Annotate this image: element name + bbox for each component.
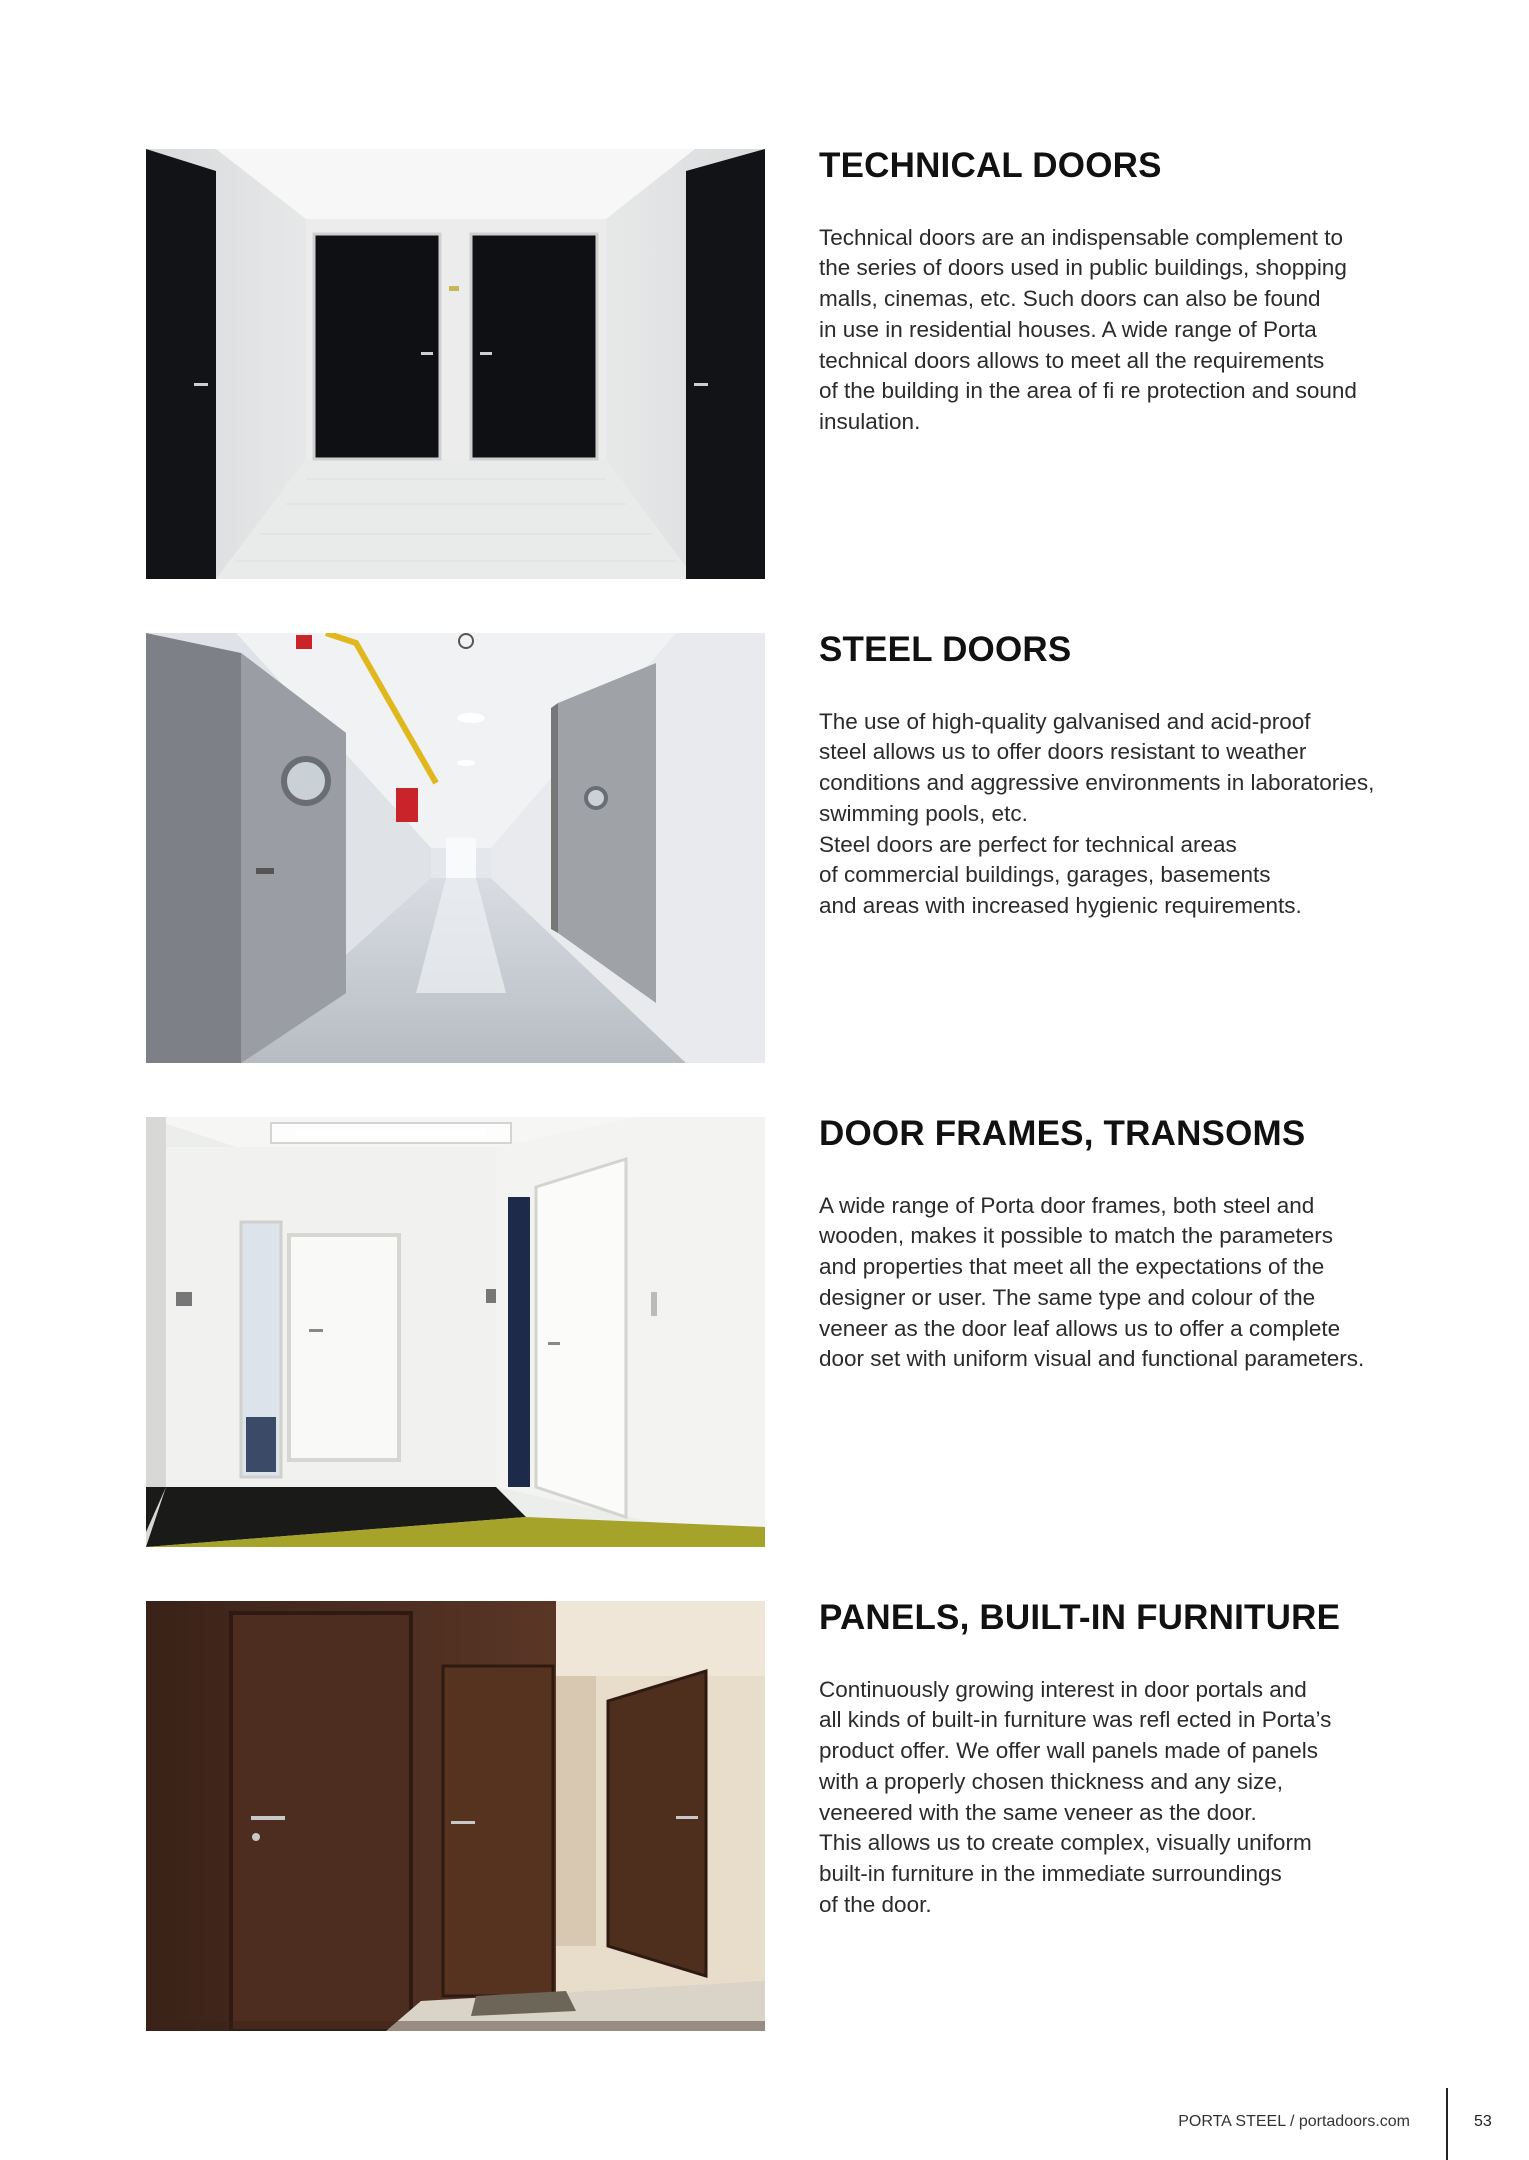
body-line: built-in furniture in the immediate surroundings xyxy=(819,1861,1282,1887)
footer-divider xyxy=(1446,2088,1448,2160)
body-line: all kinds of built-in furniture was refl ected in Porta’s xyxy=(819,1707,1332,1733)
body-line: with a properly chosen thickness and any size, xyxy=(819,1768,1283,1794)
section-title: TECHNICAL DOORS xyxy=(819,146,1162,185)
photo-door-frames xyxy=(146,1117,765,1547)
photo-technical-doors xyxy=(146,149,765,579)
body-line: technical doors allows to meet all the requirements xyxy=(819,347,1325,373)
body-line: steel allows us to offer doors resistant to weather xyxy=(819,739,1307,765)
photo-steel-doors xyxy=(146,633,765,1063)
section-title: STEEL DOORS xyxy=(819,630,1072,669)
body-line: the series of doors used in public buildings, shopping xyxy=(819,255,1347,281)
section-technical-doors xyxy=(146,146,1406,579)
body-line: Steel doors are perfect for technical areas xyxy=(819,831,1237,857)
body-line: veneer as the door leaf allows us to offer a complete xyxy=(819,1315,1341,1341)
body-line: and properties that meet all the expectations of the xyxy=(819,1254,1325,1280)
section-body xyxy=(819,707,1409,923)
body-line: swimming pools, etc. xyxy=(819,800,1028,826)
photo-panels xyxy=(146,1601,765,2031)
body-line: A wide range of Porta door frames, both steel and xyxy=(819,1192,1315,1218)
section-body xyxy=(819,223,1409,439)
text-door-frames xyxy=(819,1114,1409,1375)
footer-brand: PORTA STEEL / portadoors.com xyxy=(1178,2113,1410,2130)
text-steel-doors xyxy=(819,630,1409,922)
body-line: product offer. We offer wall panels made of panels xyxy=(819,1738,1319,1764)
body-line: conditions and aggressive environments in laboratories, xyxy=(819,770,1375,796)
body-line: This allows us to create complex, visually uniform xyxy=(819,1830,1312,1856)
text-technical-doors xyxy=(819,146,1409,438)
section-title: PANELS, BUILT-IN FURNITURE xyxy=(819,1598,1341,1637)
section-door-frames xyxy=(146,1114,1406,1547)
body-line: Continuously growing interest in door portals and xyxy=(819,1676,1307,1702)
body-line: Technical doors are an indispensable complement to xyxy=(819,224,1344,250)
section-steel-doors xyxy=(146,630,1406,1063)
text-panels xyxy=(819,1598,1409,1921)
body-line: wooden, makes it possible to match the parameters xyxy=(819,1223,1334,1249)
body-line: door set with uniform visual and functional parameters. xyxy=(819,1346,1365,1372)
body-line: The use of high-quality galvanised and acid-proof xyxy=(819,708,1311,734)
body-line: of commercial buildings, garages, basements xyxy=(819,862,1271,888)
body-line: insulation. xyxy=(819,409,921,435)
section-title: DOOR FRAMES, TRANSOMS xyxy=(819,1114,1306,1153)
section-body xyxy=(819,1675,1409,1921)
section-body xyxy=(819,1191,1409,1376)
page-number: 53 xyxy=(1474,2113,1492,2130)
body-line: veneered with the same veneer as the door. xyxy=(819,1799,1257,1825)
body-line: designer or user. The same type and colour of the xyxy=(819,1284,1316,1310)
body-line: and areas with increased hygienic requirements. xyxy=(819,893,1302,919)
body-line: of the building in the area of fi re protection and sound xyxy=(819,378,1357,404)
body-line: malls, cinemas, etc. Such doors can also be found xyxy=(819,286,1321,312)
section-panels xyxy=(146,1598,1406,2031)
body-line: of the door. xyxy=(819,1892,932,1918)
body-line: in use in residential houses. A wide range of Porta xyxy=(819,316,1317,342)
